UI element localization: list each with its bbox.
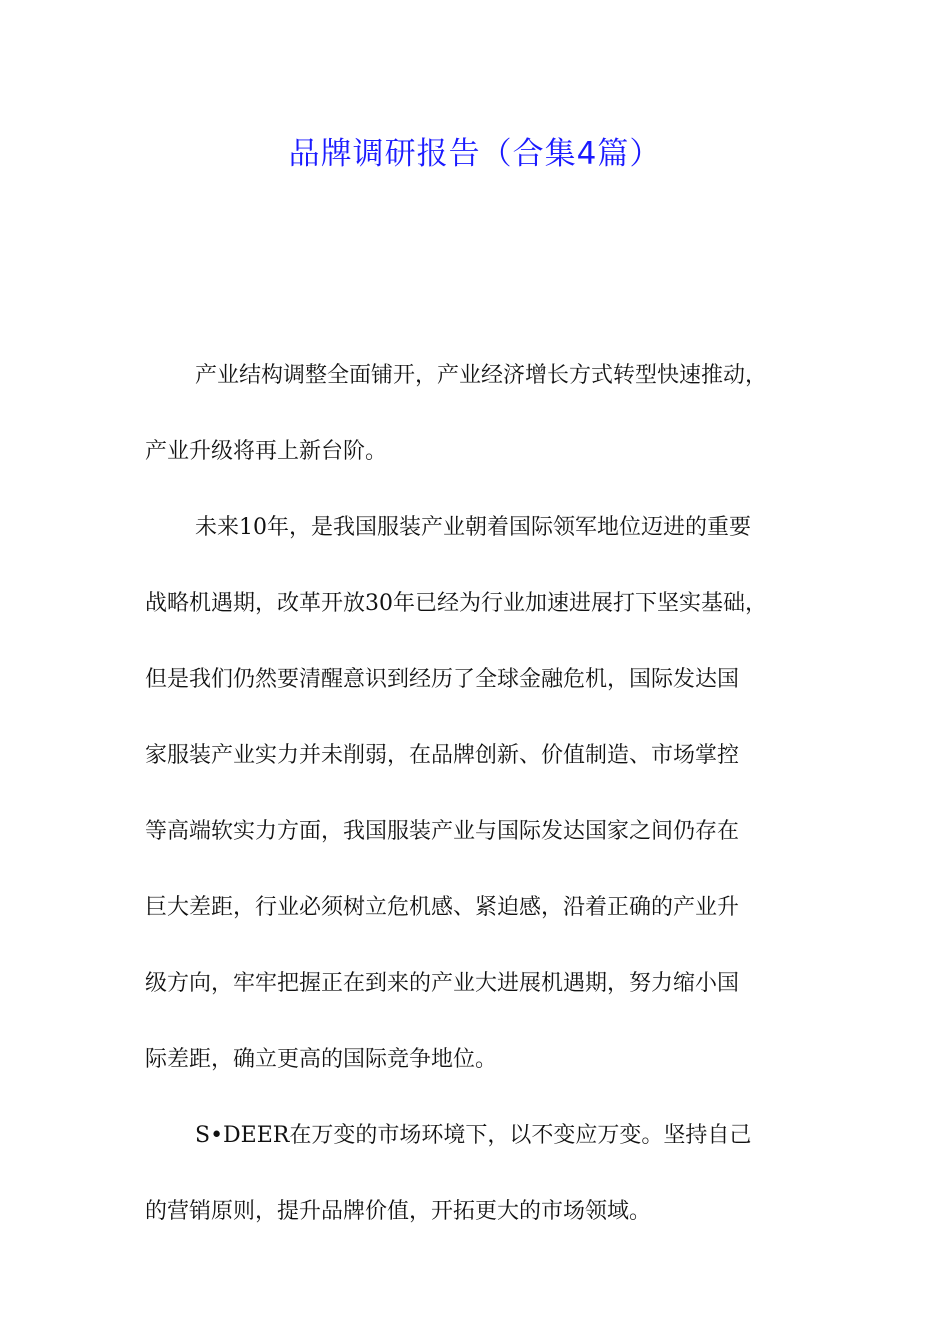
- paragraph-line: 未来10年，是我国服装产业朝着国际领军地位迈进的重要: [195, 515, 751, 540]
- paragraph-1: [145, 338, 809, 490]
- paragraph-line: 产业结构调整全面铺开，产业经济增长方式转型快速推动，: [195, 363, 768, 388]
- paragraph-line: 但是我们仍然要清醒意识到经历了全球金融危机，国际发达国: [145, 667, 740, 692]
- paragraph-line: 战略机遇期，改革开放30年已经为行业加速进展打下坚实基础，: [145, 591, 767, 616]
- paragraph-line: S•DEER在万变的市场环境下，以不变应万变。坚持自己: [195, 1123, 752, 1148]
- document-body: [145, 338, 809, 1250]
- paragraph-3: [145, 1098, 809, 1250]
- paragraph-line: 巨大差距，行业必须树立危机感、紧迫感，沿着正确的产业升: [145, 895, 740, 920]
- paragraph-line: 际差距，确立更高的国际竞争地位。: [145, 1047, 498, 1072]
- paragraph-line: 等高端软实力方面，我国服装产业与国际发达国家之间仍存在: [145, 819, 740, 844]
- paragraph-line: 的营销原则，提升品牌价值，开拓更大的市场领域。: [145, 1199, 652, 1224]
- paragraph-2: [145, 490, 809, 1098]
- paragraph-line: 产业升级将再上新台阶。: [145, 439, 388, 464]
- paragraph-line: 级方向，牢牢把握正在到来的产业大进展机遇期，努力缩小国: [145, 971, 740, 996]
- paragraph-line: 家服装产业实力并未削弱，在品牌创新、价值制造、市场掌控: [145, 743, 740, 768]
- document-title: 品牌调研报告（合集4篇）: [288, 136, 662, 172]
